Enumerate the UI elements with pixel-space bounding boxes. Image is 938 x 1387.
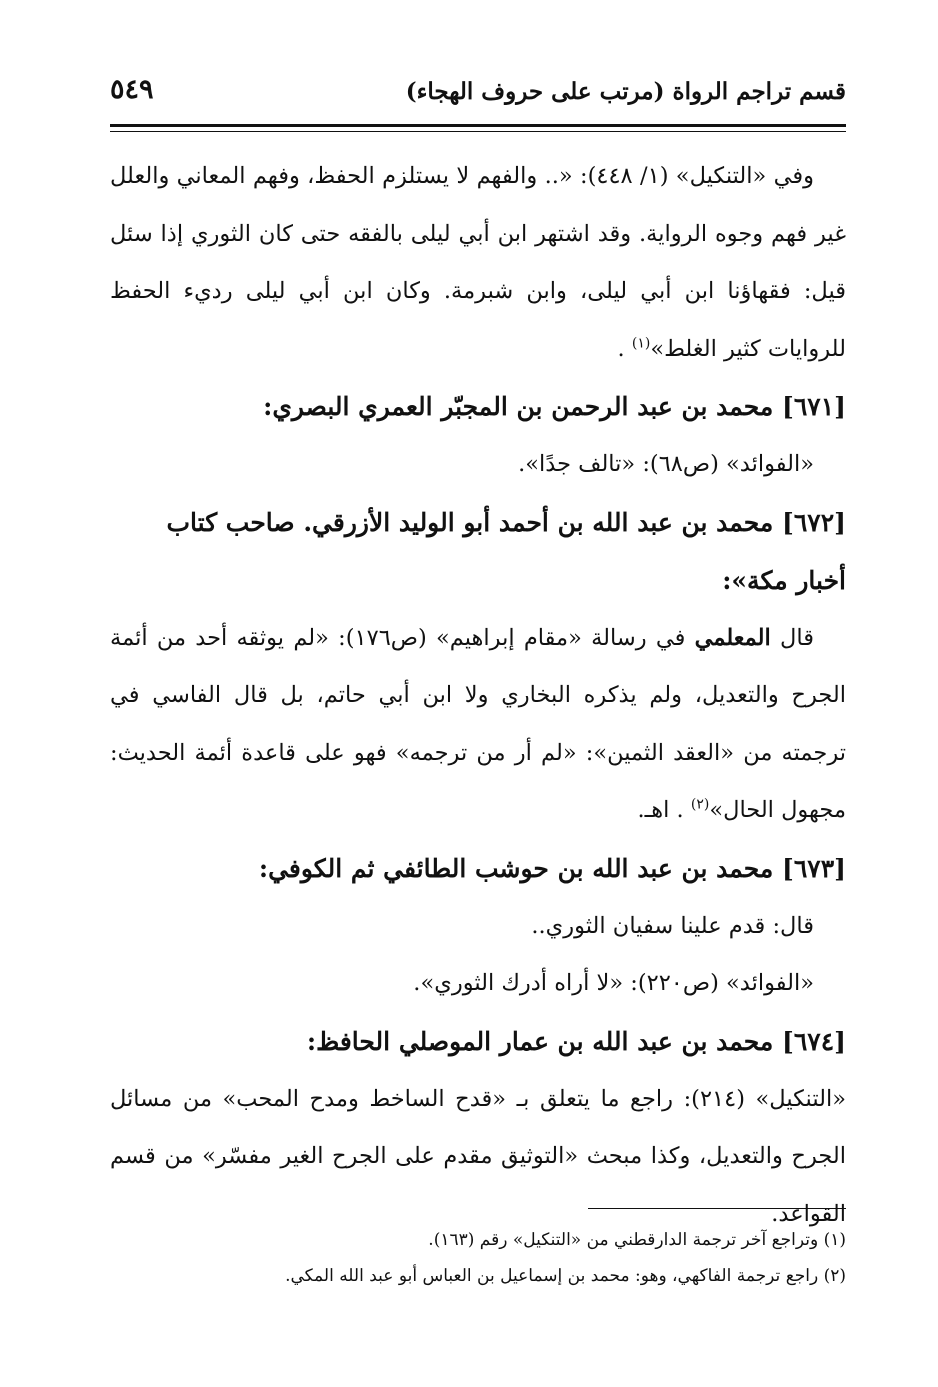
footnotes — [110, 1222, 846, 1294]
entry-number-671: [٦٧١] — [782, 392, 846, 421]
entry-number-672: [٦٧٢] — [782, 507, 846, 537]
intro-paragraph — [110, 148, 846, 378]
running-title: قسم تراجم الرواة (مرتب على حروف الهجاء) — [405, 78, 846, 105]
entry-paragraph-674: «التنكيل» (٢١٤): راجع ما يتعلق بـ «قدح الساخط ومدح المحب» من مسائل الجرح والتعديل، وكذا مبحث «التوثيق مقدم على الجرح الغير مفسّر» من قسم القواعد. — [110, 1085, 846, 1227]
entry-paragraph-672 — [110, 610, 846, 840]
footnote-1: (١) وتراجع آخر ترجمة الدارقطني من «التنكيل» رقم (١٦٣). — [428, 1230, 846, 1250]
entry-title-671 — [110, 378, 846, 436]
entry-line1-673: قال: قدم علينا سفيان الثوري.. — [531, 912, 814, 939]
entry-title-674 — [110, 1013, 846, 1071]
footnote-separator — [588, 1208, 846, 1209]
entry-para-rest-672: في رسالة «مقام إبراهيم» (ص١٧٦): «لم يوثقه أحد من أئمة الجرح والتعديل، ولم يذكره البخاري ولا ابن أبي حاتم، بل قال الفاسي في ترجمته من «العقد الثمين»: «لم أر من ترجمه» فهو على قاعدة أئمة الحديث: مجهول الحال» — [110, 624, 846, 823]
entry-title-673 — [110, 840, 846, 898]
entry-number-674: [٦٧٤] — [782, 1026, 846, 1056]
entry-number-673: [٦٧٣] — [782, 853, 846, 883]
page-body — [110, 148, 846, 1243]
entry-line-671: «الفوائد» (ص٦٨): «تالف جدًا». — [518, 451, 814, 477]
entry-title-672 — [110, 494, 846, 610]
entry-para-strong-672: المعلمي — [694, 624, 771, 651]
page-number: ٥٤٩ — [110, 74, 154, 105]
intro-text: وفي «التنكيل» (١/ ٤٤٨): «.. والفهم لا يستلزم الحفظ، وفهم المعاني والعلل غير فهم وجوه الرواية. وقد اشتهر ابن أبي ليلى بالفقه حتى كان الثوري إذا سئل قيل: فقهاؤنا ابن أبي ليلى، وابن شبرمة. وكان ابن أبي ليلى رديء الحفظ للروايات كثير الغلط» — [110, 163, 846, 362]
entry-name-674: محمد بن عبد الله بن عمار الموصلي الحافظ: — [306, 1026, 774, 1056]
footnote-ref-2: (٢) — [690, 796, 710, 813]
entry-line2-673: «الفوائد» (ص٢٢٠): «لا أراه أدرك الثوري». — [413, 970, 814, 996]
entry-para-start-672: قال — [770, 624, 814, 651]
intro-end: . — [617, 335, 632, 362]
header-rule-thick — [110, 124, 846, 127]
entry-para-end-672: . اهـ. — [637, 797, 691, 823]
footnote-ref-1: (١) — [631, 335, 651, 351]
page-header — [110, 74, 846, 118]
footnote-2: (٢) راجع ترجمة الفاكهي، وهو: محمد بن إسماعيل بن العباس أبو عبد الله المكي. — [285, 1266, 846, 1286]
header-rule-thin — [110, 131, 846, 132]
entry-name-673: محمد بن عبد الله بن حوشب الطائفي ثم الكوفي: — [258, 853, 774, 883]
entry-name-671: محمد بن عبد الرحمن بن المجبّر العمري البصري: — [263, 392, 774, 421]
entry-name-672: محمد بن عبد الله بن أحمد أبو الوليد الأزرقي. صاحب كتاب أخبار مكة»: — [166, 507, 846, 595]
